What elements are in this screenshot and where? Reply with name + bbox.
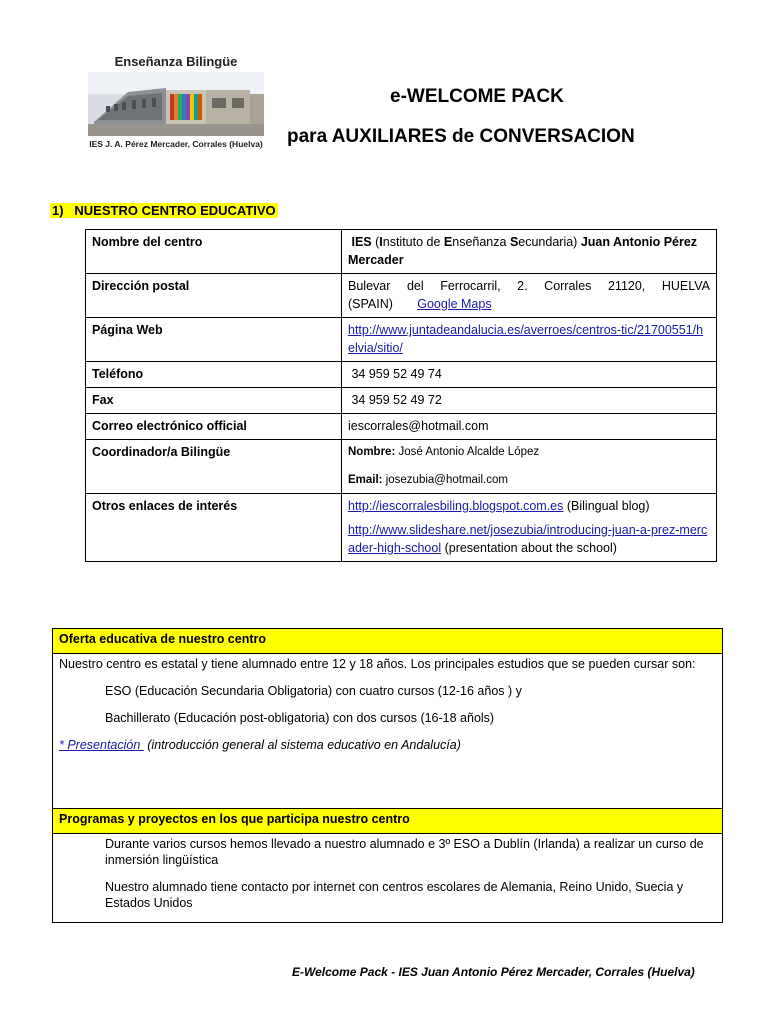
table-row (86, 440, 717, 494)
coordinator-email-label: Email: (348, 474, 383, 486)
table-row (53, 629, 723, 654)
google-maps-link[interactable]: Google Maps (417, 297, 492, 311)
page-title-line1: e-WELCOME PACK (390, 86, 564, 107)
table-row (86, 362, 717, 388)
page-title-line2: para AUXILIARES de CONVERSACION (287, 126, 635, 147)
school-logo (88, 54, 264, 158)
phone-value: 34 959 52 49 74 (342, 362, 717, 388)
logo-caption: IES J. A. Pérez Mercader, Corrales (Huelva) (89, 139, 263, 149)
website-link[interactable]: http://www.juntadeandalucia.es/averroes/centros-tic/21700551/helvia/sitio/ (348, 323, 704, 355)
page-footer: E-Welcome Pack - IES Juan Antonio Pérez Mercader, Corrales (Huelva) (292, 965, 695, 979)
table-row (53, 809, 723, 834)
row-label: Teléfono (86, 362, 342, 388)
slideshare-link[interactable]: http://www.slideshare.net/josezubia/introducing-juan-a-prez-mercader-high-school (348, 523, 708, 555)
row-label: Nombre del centro (86, 230, 342, 274)
table-row (86, 318, 717, 362)
offer-eso: ESO (Educación Secundaria Obligatoria) con cuatro cursos (12-16 años ) y (105, 684, 522, 698)
section-heading: 1) NUESTRO CENTRO EDUCATIVO (52, 203, 276, 218)
logo-title: Enseñanza Bilingüe (114, 54, 238, 69)
coordinator-email: josezubia@hotmail.com (382, 474, 508, 486)
program-item: Nuestro alumnado tiene contacto por internet con centros escolares de Alemania, Reino Unido, Suecia y Estados Unidos (105, 880, 684, 910)
table-row (53, 654, 723, 809)
programs-table (52, 628, 723, 923)
blog-link[interactable]: http://iescorralesbiling.blogspot.com.es (348, 499, 564, 513)
address-value: Bulevar del Ferrocarril, 2. Corrales 21120, HUELVA (SPAIN) Google Maps (342, 274, 717, 318)
offer-intro: Nuestro centro es estatal y tiene alumnado entre 12 y 18 años. Los principales estudios que se pueden cursar son: (59, 657, 696, 671)
table-row (86, 274, 717, 318)
school-info-table (85, 229, 717, 562)
school-building-image (88, 72, 264, 136)
coordinator-name: José Antonio Alcalde López (395, 446, 540, 458)
row-label: Fax (86, 388, 342, 414)
coordinator-value (342, 440, 717, 494)
row-label: Página Web (86, 318, 342, 362)
table-row (86, 230, 717, 274)
table-row (86, 388, 717, 414)
coordinator-name-label: Nombre: (348, 446, 396, 458)
programs-heading: Programas y proyectos en los que participa nuestro centro (53, 809, 723, 834)
row-label: Otros enlaces de interés (86, 494, 342, 562)
row-label: Dirección postal (86, 274, 342, 318)
table-row (53, 834, 723, 923)
program-item: Durante varios cursos hemos llevado a nuestro alumnado e 3º ESO a Dublín (Irlanda) a realizar un curso de inmersión lingüística (105, 837, 704, 867)
school-name-value: IES (Instituto de Enseñanza Secundaria) Juan Antonio Pérez Mercader (342, 230, 717, 274)
offer-content (53, 654, 723, 809)
table-row (86, 414, 717, 440)
row-label: Correo electrónico official (86, 414, 342, 440)
programs-content (53, 834, 723, 923)
row-label: Coordinador/a Bilingüe (86, 440, 342, 494)
table-row (86, 494, 717, 562)
presentation-link[interactable]: * Presentación (59, 738, 144, 752)
offer-bachillerato: Bachillerato (Educación post-obligatoria) con dos cursos (16-18 añols) (105, 711, 495, 725)
fax-value: 34 959 52 49 72 (342, 388, 717, 414)
website-value (342, 318, 717, 362)
presentation-note: (introducción general al sistema educativo en Andalucía) (143, 738, 461, 752)
email-value: iescorrales@hotmail.com (342, 414, 717, 440)
other-links-value: http://iescorralesbiling.blogspot.com.es (Bilingual blog) http://www.slideshare.net/josezubia/introducing-juan-a-prez-mercader-high-school (presentation about the school) (342, 494, 717, 562)
offer-heading: Oferta educativa de nuestro centro (53, 629, 723, 654)
